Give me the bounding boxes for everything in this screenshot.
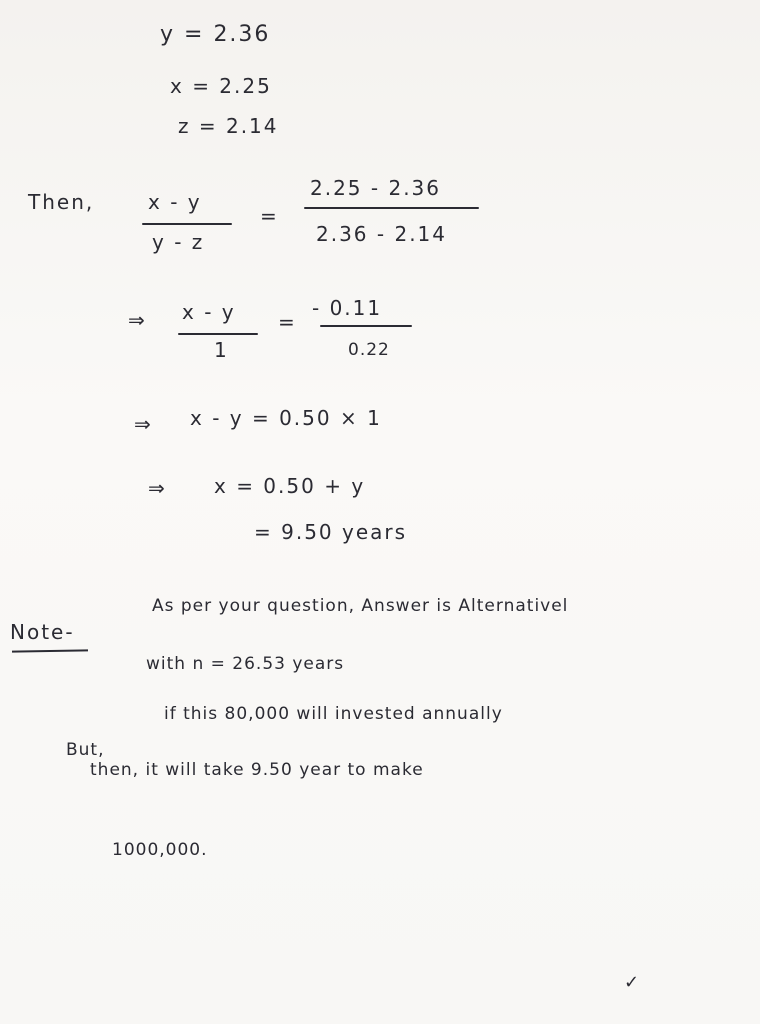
step1-lhs-fraction-bar [142, 223, 232, 225]
step1-rhs-denominator: 2.36 - 2.14 [316, 222, 447, 246]
step3-implies-arrow: ⇒ [134, 412, 153, 436]
step4-expression: x = 0.50 + y [214, 474, 366, 498]
x-value-line: x = 2.25 [170, 74, 272, 98]
step1-lhs-denominator: y - z [152, 230, 205, 254]
step2-lhs-denominator: 1 [214, 338, 229, 362]
step1-rhs-fraction-bar [304, 207, 479, 209]
note-line-1: As per your question, Answer is Alternativel [152, 596, 569, 616]
y-value-line: y = 2.36 [160, 22, 271, 47]
note-line-4: then, it will take 9.50 year to make [90, 760, 424, 780]
step3-expression: x - y = 0.50 × 1 [190, 406, 382, 430]
then-label: Then, [28, 190, 95, 214]
step2-rhs-fraction-bar [320, 325, 412, 327]
note-line-2: with n = 26.53 years [146, 654, 345, 674]
final-answer: = 9.50 years [254, 520, 408, 544]
check-mark-icon: ✓ [624, 972, 640, 993]
note-line-3: if this 80,000 will invested annually [164, 704, 503, 724]
z-value-line: z = 2.14 [178, 114, 279, 138]
step1-lhs-numerator: x - y [148, 190, 202, 214]
step2-rhs-numerator: - 0.11 [312, 296, 383, 320]
step4-implies-arrow: ⇒ [148, 476, 167, 500]
note-label: Note- [10, 620, 75, 644]
step2-lhs-numerator: x - y [182, 300, 236, 324]
step1-equals: = [260, 204, 279, 228]
note-line-5: 1000,000. [112, 840, 208, 860]
step2-lhs-fraction-bar [178, 333, 258, 335]
step2-equals: = [278, 310, 297, 334]
step1-rhs-numerator: 2.25 - 2.36 [310, 176, 441, 200]
step2-implies-arrow: ⇒ [128, 308, 147, 332]
note-line-3-lead: But, [66, 740, 105, 760]
note-label-underline [12, 649, 88, 652]
step2-rhs-denominator: 0.22 [348, 340, 390, 360]
